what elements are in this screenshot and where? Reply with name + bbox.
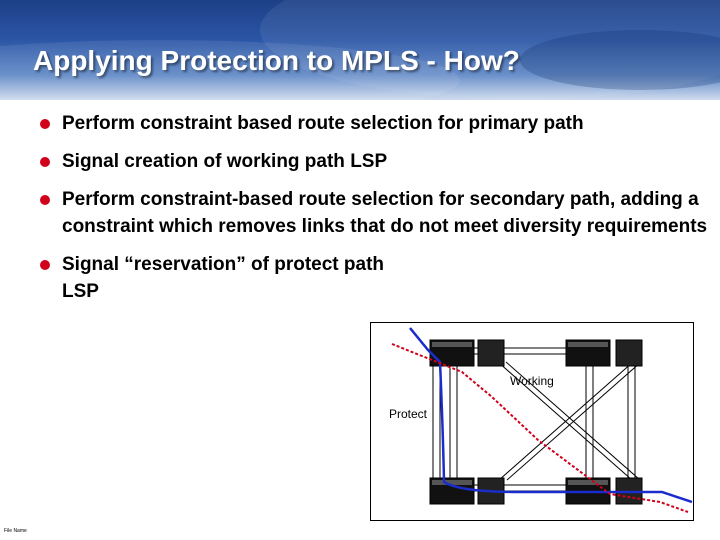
bullet-text: Signal creation of working path LSP (62, 151, 388, 172)
router-node (478, 340, 504, 366)
link-left-vertical-b (450, 358, 457, 478)
title-banner (0, 0, 720, 100)
bullet-dot-icon (40, 260, 50, 270)
bullet-list (40, 110, 710, 316)
page-title: Applying Protection to MPLS - How? (33, 45, 520, 76)
bullet-dot-icon (40, 195, 50, 205)
router-node-panel (568, 480, 608, 485)
bullet-item (40, 148, 710, 175)
router-node-panel (432, 342, 472, 347)
link-left-vertical-a (433, 358, 440, 478)
bullet-dot-icon (40, 157, 50, 167)
bullet-item (40, 251, 422, 305)
router-node (616, 340, 642, 366)
link-right-vertical-b (628, 358, 635, 478)
bullet-text: Perform constraint-based route selection for secondary path, adding a constraint which removes links that do not meet diversity requirements (62, 189, 708, 237)
router-node-panel (568, 342, 608, 347)
bullet-item (40, 110, 710, 137)
bullet-text: Signal “reservation” of protect path LSP (62, 254, 384, 302)
working-label: Working (510, 374, 554, 388)
bullet-dot-icon (40, 119, 50, 129)
protection-diagram (370, 322, 695, 522)
bullet-text: Perform constraint based route selection for primary path (62, 113, 584, 134)
protect-label: Protect (389, 407, 428, 421)
bullet-item (40, 186, 710, 240)
link-right-vertical-a (586, 358, 593, 478)
footer-file-name: File Name (4, 528, 27, 534)
